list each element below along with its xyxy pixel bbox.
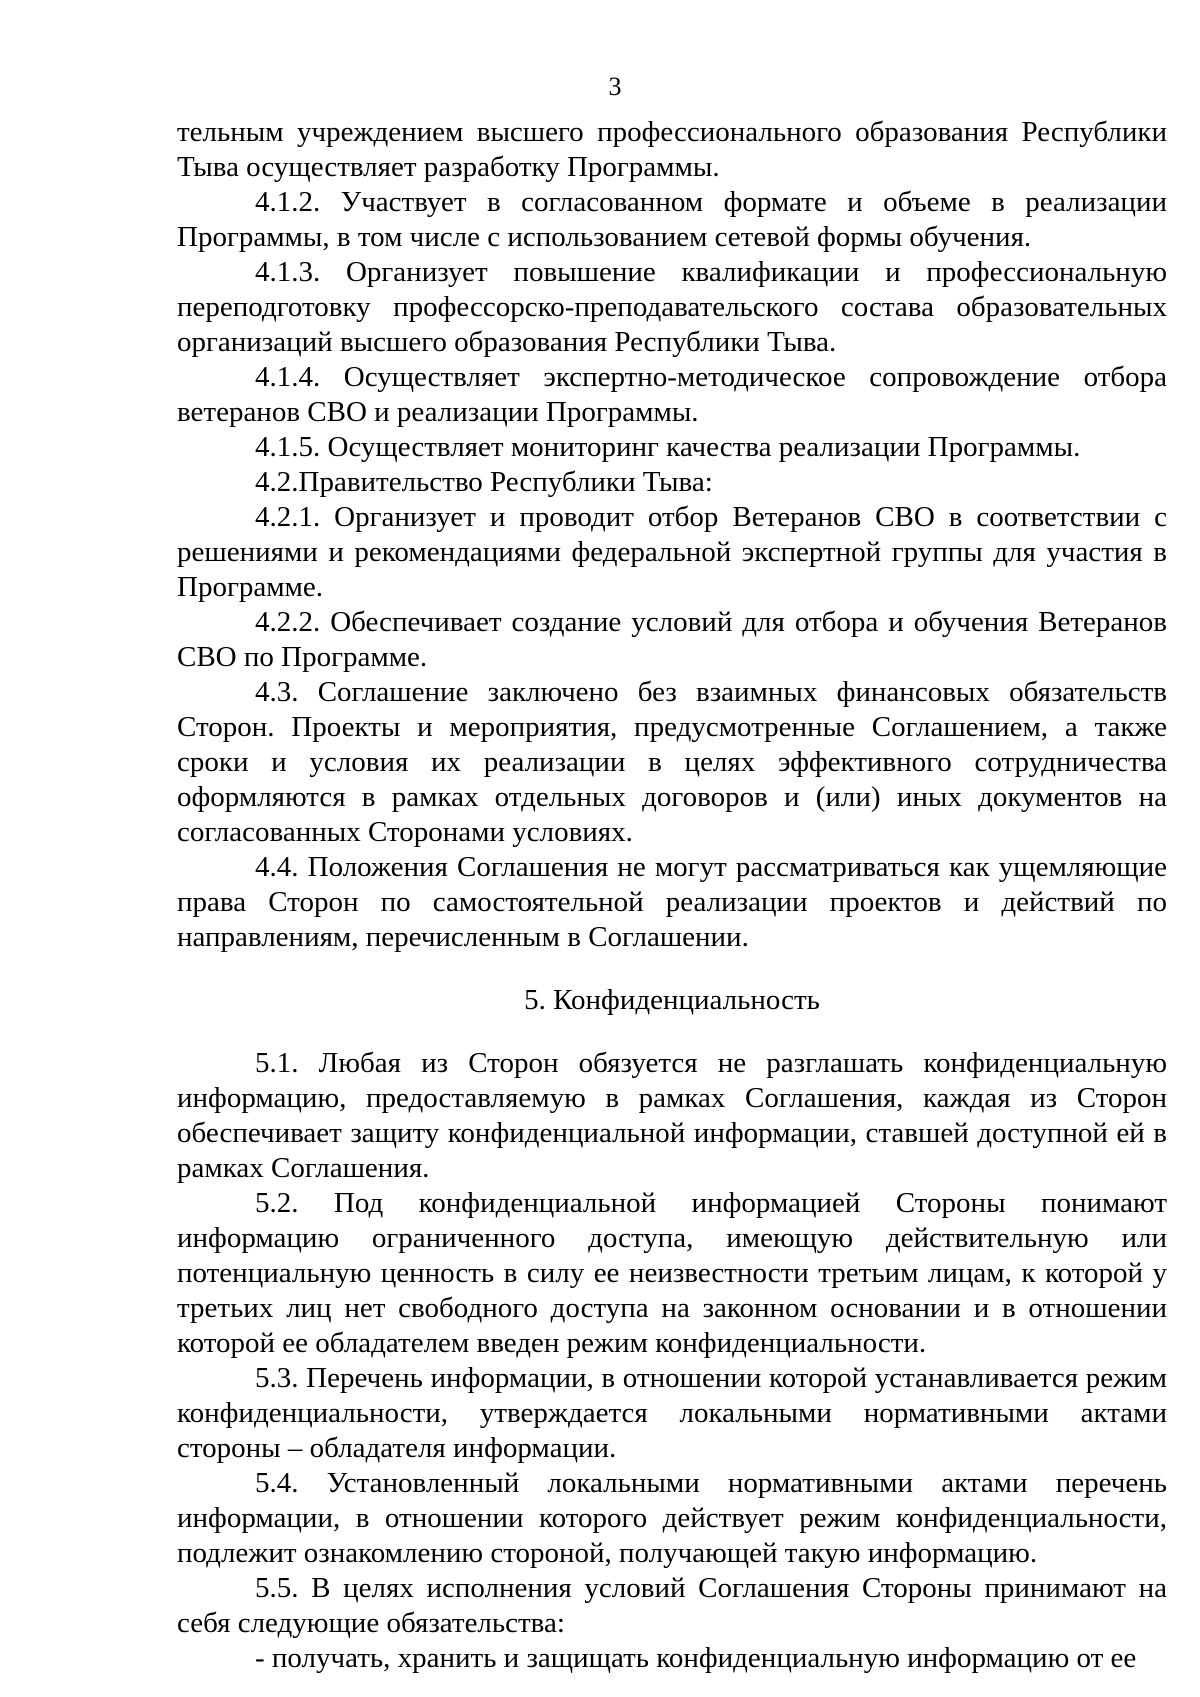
paragraph-5-1: 5.1. Любая из Сторон обязуется не разглашать конфиденциальную информацию, предоставляемую в рамках Соглашения, каждая из Сторон обеспечивает защиту конфиденциальной информации, ставшей доступной ей в рамках Соглашения. xyxy=(177,1047,1167,1184)
paragraph-5-5: 5.5. В целях исполнения условий Соглашения Стороны принимают на себя следующие обязательства: xyxy=(177,1572,1167,1639)
paragraph-4-1-3: 4.1.3. Организует повышение квалификации и профессиональную переподготовку профессорско-преподавательского состава образовательных организаций высшего образования Республики Тыва. xyxy=(177,256,1167,358)
paragraph-4-2-1: 4.2.1. Организует и проводит отбор Ветеранов СВО в соответствии с решениями и рекомендациями федеральной экспертной группы для участия в Программе. xyxy=(177,501,1167,603)
page-number: 3 xyxy=(608,72,622,101)
document-body xyxy=(177,115,1167,1676)
paragraph-4-3: 4.3. Соглашение заключено без взаимных финансовых обязательств Сторон. Проекты и мероприятия, предусмотренные Соглашением, а также сроки и условия их реализации в целях эффективного сотрудничества оформляются в рамках отдельных договоров и (или) иных документов на согласованных Сторонами условиях. xyxy=(177,676,1167,848)
paragraph-5-4: 5.4. Установленный локальными нормативными актами перечень информации, в отношении которого действует режим конфиденциальности, подлежит ознакомлению стороной, получающей такую информацию. xyxy=(177,1467,1167,1569)
paragraph-5-5-item-1: - получать, хранить и защищать конфиденциальную информацию от ее xyxy=(255,1642,1137,1674)
paragraph-4-1-4: 4.1.4. Осуществляет экспертно-методическое сопровождение отбора ветеранов СВО и реализации Программы. xyxy=(177,361,1167,428)
paragraph-4-2-2: 4.2.2. Обеспечивает создание условий для отбора и обучения Ветеранов СВО по Программе. xyxy=(177,606,1167,673)
paragraph-5-3: 5.3. Перечень информации, в отношении которой устанавливается режим конфиденциальности, утверждается локальными нормативными актами стороны – обладателя информации. xyxy=(177,1362,1167,1464)
paragraph-4-2: 4.2.Правительство Республики Тыва: xyxy=(255,466,713,498)
paragraph-4-1-5: 4.1.5. Осуществляет мониторинг качества реализации Программы. xyxy=(255,431,1081,463)
paragraph-4-4: 4.4. Положения Соглашения не могут рассматриваться как ущемляющие права Сторон по самостоятельной реализации проектов и действий по направлениям, перечисленным в Соглашении. xyxy=(177,851,1167,953)
paragraph-4-1-2: 4.1.2. Участвует в согласованном формате и объеме в реализации Программы, в том числе с использованием сетевой формы обучения. xyxy=(177,186,1167,253)
paragraph-continuation: тельным учреждением высшего профессионального образования Республики Тыва осуществляет разработку Программы. xyxy=(177,116,1167,183)
section-heading-5: 5. Конфиденциальность xyxy=(524,984,820,1016)
paragraph-5-2: 5.2. Под конфиденциальной информацией Стороны понимают информацию ограниченного доступа, имеющую действительную или потенциальную ценность в силу ее неизвестности третьим лицам, к которой у третьих лиц нет свободного доступа на законном основании и в отношении которой ее обладателем введен режим конфиденциальности. xyxy=(177,1187,1167,1359)
